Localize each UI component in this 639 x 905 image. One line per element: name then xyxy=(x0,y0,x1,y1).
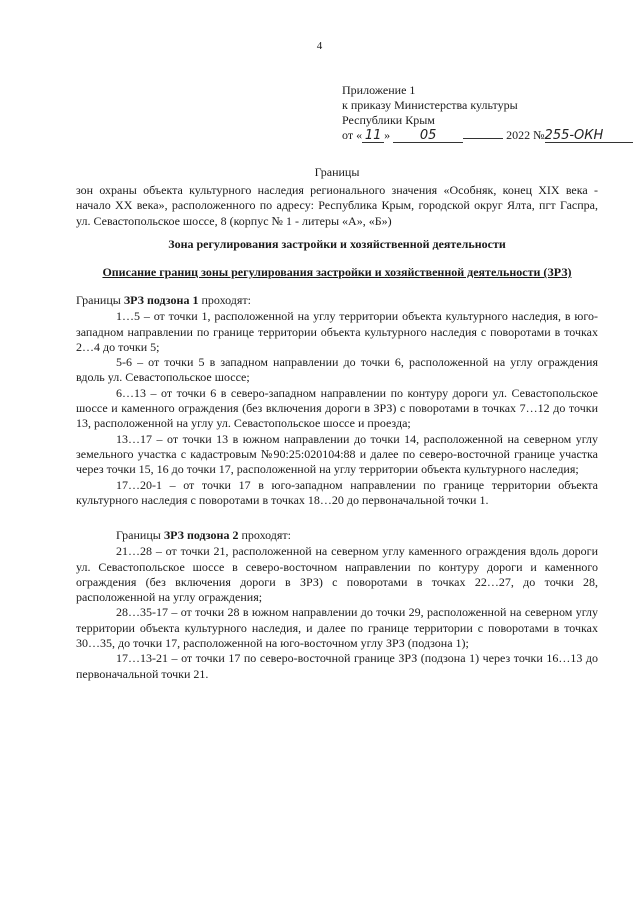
subzone-1-section xyxy=(76,293,598,508)
description-heading: Описание границ зоны регулирования застройки и хозяйственной деятельности (ЗРЗ) xyxy=(102,265,572,279)
lead-bold: ЗРЗ подзона 1 xyxy=(123,293,199,307)
handwritten-day: 11 xyxy=(362,129,384,143)
date-mid: » xyxy=(384,128,391,142)
subzone-2-lead xyxy=(76,528,598,543)
lead-suffix: проходят: xyxy=(238,528,291,542)
lead-prefix: Границы xyxy=(116,528,164,542)
boundary-paragraph: 17…13-21 – от точки 17 по северо-восточной границе ЗРЗ (подзона 1) через точки 16…13 до первоначальной точки 21. xyxy=(76,651,598,681)
blank-underline xyxy=(463,138,503,139)
appendix-line: к приказу Министерства культуры xyxy=(342,98,518,112)
appendix-block xyxy=(342,83,633,143)
handwritten-order-number: 255-ОКН xyxy=(545,129,633,143)
subzone-1-lead xyxy=(76,293,598,308)
page-number: 4 xyxy=(316,40,323,52)
zone-heading: Зона регулирования застройки и хозяйственной деятельности xyxy=(168,237,506,251)
boundary-paragraph: 6…13 – от точки 6 в северо-западном направлении по контуру дороги ул. Севастопольское шоссе и каменного ограждения (без включения дороги в ЗРЗ) с поворотами в точках 7…12 до точки 13, расположенной на углу ул. Севастопольское шоссе и проезда; xyxy=(76,385,598,431)
boundary-paragraph: 1…5 – от точки 1, расположенной на углу территории объекта культурного наследия, в юго-западном направлении по границе территории объекта культурного наследия с поворотами в точках 2…4 до точки 5; xyxy=(76,309,598,354)
handwritten-month: 05 xyxy=(393,129,463,143)
subzone-2-section xyxy=(76,528,598,682)
title-description: зон охраны объекта культурного наследия регионального значения «Особняк, конец XIX века - начало XX века», расположенного по адресу: Республика Крым, городской округ Ялта, пгт Гаспра, ул. Севастопольское шоссе, 8 (корпус № 1 - литеры «А», «Б») xyxy=(76,182,598,228)
document-title xyxy=(76,165,598,229)
date-prefix: от « xyxy=(342,128,363,142)
boundary-paragraph: 21…28 – от точки 21, расположенной на северном углу каменного ограждения вдоль дороги ул. Севастопольское шоссе в северо-восточном направлении по контуру дороги и каменного ограждения (без включения дороги в ЗРЗ) с поворотами в точках 22…27, до точки 28, расположенной на углу ограждения; xyxy=(76,544,598,605)
lead-prefix: Границы xyxy=(76,293,124,307)
appendix-date-line xyxy=(342,128,633,143)
appendix-line: Приложение 1 xyxy=(342,83,416,97)
lead-suffix: проходят: xyxy=(198,293,251,307)
boundary-paragraph: 28…35-17 – от точки 28 в южном направлении до точки 29, расположенной на северном углу территории объекта культурного наследия, и далее по границе территории с поворотами в точках 30…35, до точки 17, расположенной на юго-восточном углу ЗРЗ (подзона 1); xyxy=(76,605,598,651)
year-text: 2022 № xyxy=(506,128,545,142)
appendix-line: Республики Крым xyxy=(342,113,435,127)
boundary-paragraph: 5-6 – от точки 5 в западном направлении до точки 6, расположенной на углу ограждения вдоль ул. Севастопольское шоссе; xyxy=(76,355,598,385)
lead-bold: ЗРЗ подзона 2 xyxy=(163,528,239,542)
boundary-paragraph: 17…20-1 – от точки 17 в юго-западном направлении по границе территории объекта культурного наследия с поворотами в точках 18…20 до первоначальной точки 1. xyxy=(76,477,598,507)
title-word: Границы xyxy=(314,165,360,179)
boundary-paragraph: 13…17 – от точки 13 в южном направлении до точки 14, расположенной на северном углу земельного участка с кадастровым №90:25:020104:88 и далее по северо-восточной границе участка через точки 15, 16 до точки 17, расположенной на углу территории объекта культурного наследия; xyxy=(76,431,598,477)
